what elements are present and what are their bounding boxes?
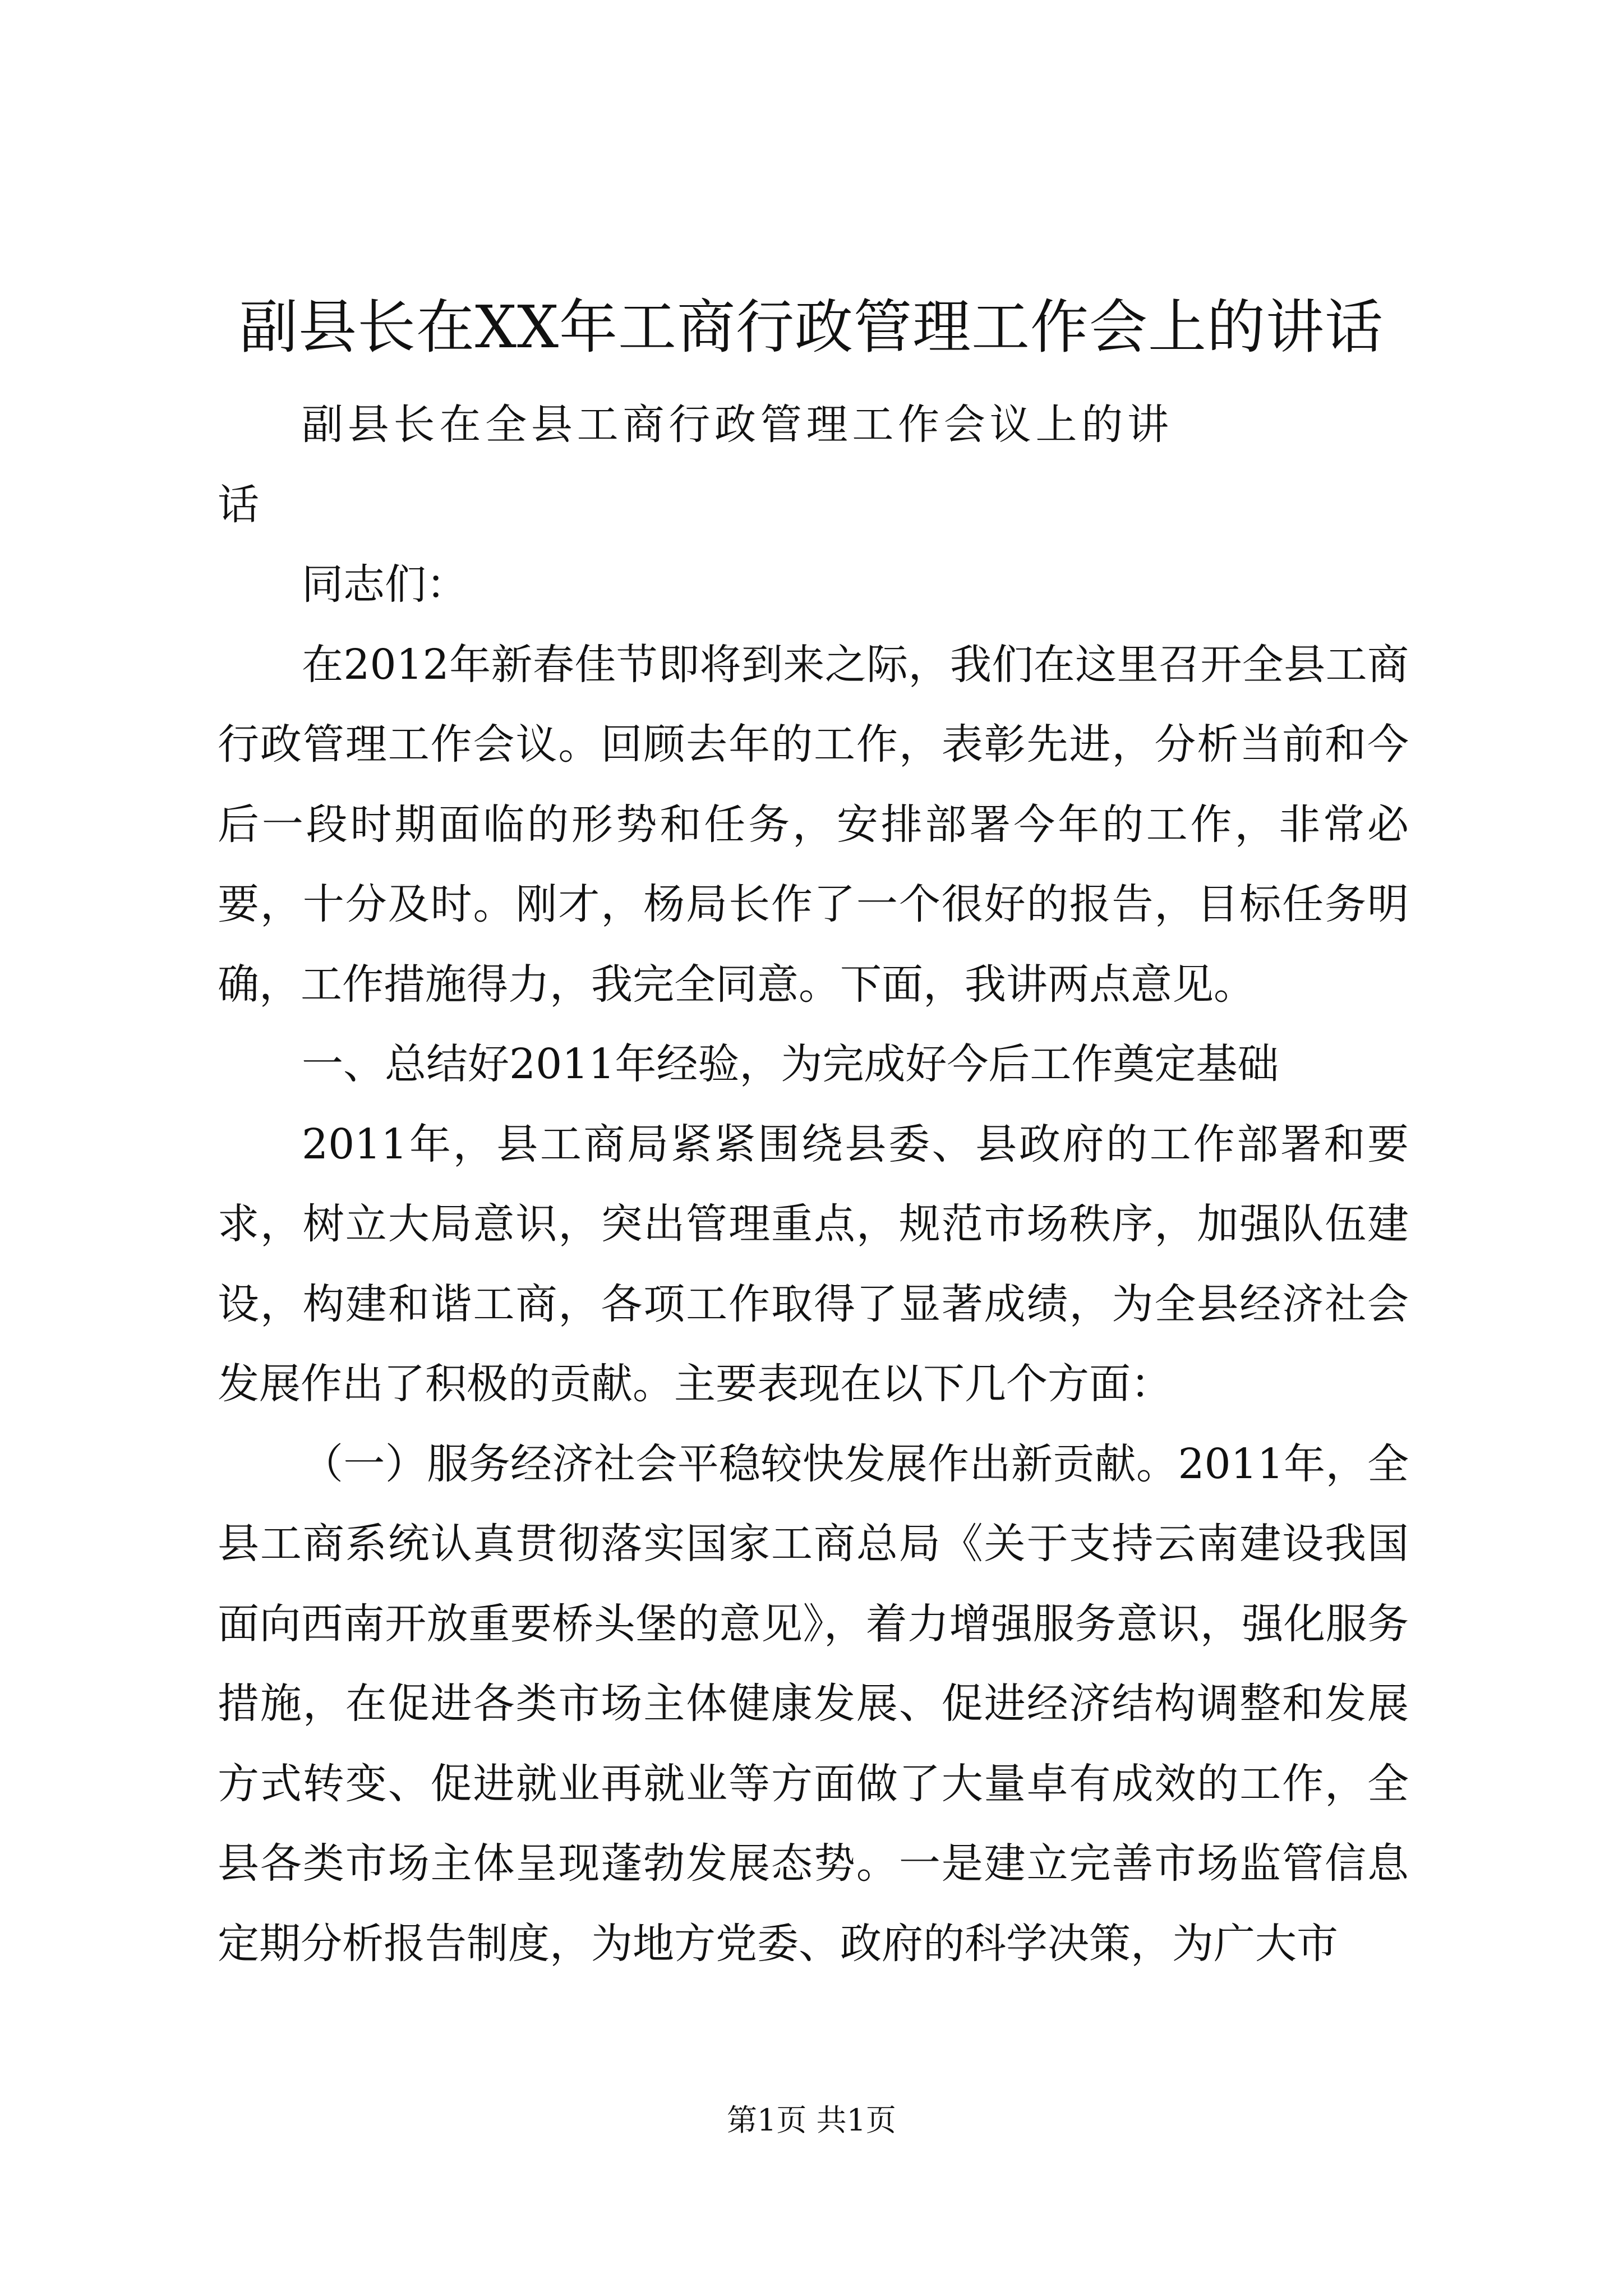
salutation: 同志们：	[302, 560, 468, 609]
section-heading-1: 一、总结好2011年经验，为完成好今后工作奠定基础	[302, 1040, 1279, 1088]
paragraph-summary-2011: 2011年，县工商局紧紧围绕县委、县政府的工作部署和要求，树立大局意识，突出管理重点，规范市场秩序，加强队伍建设，构建和谐工商，各项工作取得了显著成绩，为全县经济社会发展作出了积极的贡献。主要表现在以下几个方面：	[218, 1120, 1409, 1408]
document-title: 副县长在XX年工商行政管理工作会上的讲话	[239, 293, 1384, 361]
paragraph-service-economy: （一）服务经济社会平稳较快发展作出新贡献。2011年，全县工商系统认真贯彻落实国家工商总局《关于支持云南建设我国面向西南开放重要桥头堡的意见》，着力增强服务意识，强化服务措施，在促进各类市场主体健康发展、促进经济结构调整和发展方式转变、促进就业再就业等方面做了大量卓有成效的工作，全县各类市场主体呈现蓬勃发展态势。一是建立完善市场监管信息定期分析报告制度，为地方党委、政府的科学决策，为广大市	[218, 1439, 1409, 1968]
document-body	[218, 385, 1409, 1984]
speech-subtitle: 副县长在全县工商行政管理工作会议上的讲话	[218, 401, 1171, 529]
paragraph-opening: 在2012年新春佳节即将到来之际，我们在这里召开全县工商行政管理工作会议。回顾去年的工作，表彰先进，分析当前和今后一段时期面临的形势和任务，安排部署今年的工作，非常必要，十分及时。刚才，杨局长作了一个很好的报告，目标任务明确，工作措施得力，我完全同意。下面，我讲两点意见。	[218, 640, 1409, 1009]
page-number-footer: 第1页 共1页	[727, 2102, 896, 2138]
